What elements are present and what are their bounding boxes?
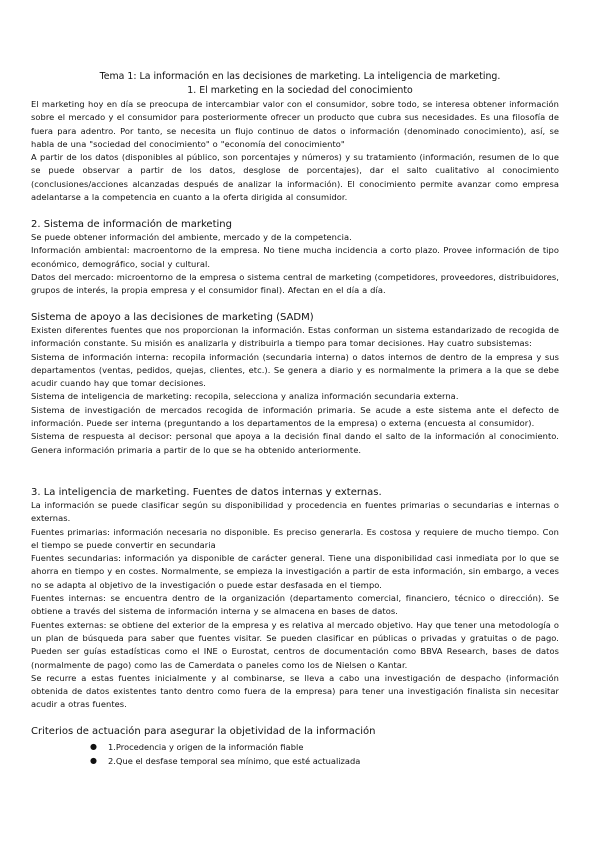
- section-1-body: [31, 98, 559, 204]
- list-item-text: 2.Que el desfase temporal sea mínimo, que esté actualizada: [108, 756, 361, 767]
- paragraph: Datos del mercado: microentorno de la empresa o sistema central de marketing (competidores, proveedores, distribuidores, grupos de interés, la propia empresa y el consumidor final). Afectan en el día a día.: [31, 271, 559, 296]
- paragraph: Fuentes primarias: información necesaria no disponible. Es preciso generarla. Es costosa y requiere de mucho tiempo. Con el tiempo se puede convertir en secundaria: [31, 526, 559, 550]
- paragraph: Sistema de información interna: recopila información (secundaria interna) o datos internos de dentro de la empresa y sus departamentos (ventas, pedidos, quejas, clientes, etc.). Se genera a diario y es normalmente la primera a la que se debe acudir cuando hay que tomar decisiones.: [31, 351, 559, 389]
- document-title: Tema 1: La información en las decisiones de marketing. La inteligencia de marketing.: [99, 71, 501, 82]
- paragraph: Sistema de investigación de mercados recogida de información primaria. Se acude a este sistema ante el defecto de información. Puede ser interna (preguntando a los departamentos de la empresa) o externa (encuesta al consumidor).: [31, 404, 559, 429]
- section-1-heading: 1. El marketing en la sociedad del conocimiento: [187, 85, 413, 96]
- paragraph: Información ambiental: macroentorno de la empresa. No tiene mucha incidencia a corto plazo. Provee información de tipo económico, demográfico, social y cultural.: [31, 245, 559, 269]
- sadm-heading: Sistema de apoyo a las decisiones de marketing (SADM): [31, 312, 314, 323]
- paragraph: El marketing hoy en día se preocupa de intercambiar valor con el consumidor, sobre todo, se interesa obtener información sobre el mercado y el consumidor para posteriormente ofrecer un producto que cubra sus necesidades. Es una filosofía de fuera para adentro. Por tanto, se necesita un flujo continuo de datos o información (denominado conocimiento), así, se habla de una "sociedad del conocimiento" o "economía del conocimiento": [31, 99, 559, 149]
- section-3-heading: 3. La inteligencia de marketing. Fuentes de datos internas y externas.: [31, 487, 382, 498]
- paragraph: La información se puede clasificar según su disponibilidad y procedencia en fuentes primarias o secundarias e internas o externas.: [31, 500, 559, 524]
- section-2-heading: 2. Sistema de información de marketing: [31, 219, 232, 230]
- paragraph: Se puede obtener información del ambiente, mercado y de la competencia.: [31, 232, 352, 242]
- paragraph: Fuentes internas: se encuentra dentro de la organización (departamento comercial, financiero, técnico o dirección). Se obtiene a través del sistema de información interna y se almacena en bases de datos.: [31, 593, 559, 617]
- criteria-section: [31, 725, 559, 738]
- list-item: [90, 754, 360, 768]
- paragraph: Fuentes externas: se obtiene del exterior de la empresa y es relativa al mercado objetivo. Hay que tener una metodología o un plan de búsqueda para saber que fuentes visitar. Se pueden clasificar en públicas o privadas y gratuitas o de pago. Pueden ser guías estadísticas como el INE o Eurostat, centros de documentación como BBVA Research, bases de datos (normalmente de pago) como las de Camerdata o paneles como los de Nielsen o Kantar.: [31, 619, 559, 670]
- list-item: [90, 740, 360, 754]
- paragraph: A partir de los datos (disponibles al público, son porcentajes y números) y su tratamiento (información, resumen de lo que se puede observar a partir de los datos, desglose de porcentajes), dar el salto cualitativo al conocimiento (conclusiones/acciones alcanzadas después de analizar la información). El conocimiento permite avanzar como empresa adelantarse a la competencia en cuanto a la oferta dirigida al consumidor.: [31, 152, 559, 203]
- paragraph: Existen diferentes fuentes que nos proporcionan la información. Estas conforman un sistema estandarizado de recogida de información constante. Su misión es analizarla y distribuirla a tiempo para tomar decisiones. Hay cuatro subsistemas:: [31, 325, 559, 349]
- list-item-text: 1.Procedencia y origen de la información fiable: [108, 742, 304, 752]
- paragraph: Se recurre a estas fuentes inicialmente y al combinarse, se lleva a cabo una investigación de despacho (información obtenida de datos existentes tanto dentro como fuera de la empresa) para tener una investigación finalista sin necesitar acudir a otras fuentes.: [31, 672, 559, 710]
- bullet-icon: ●: [90, 756, 97, 766]
- paragraph: Sistema de inteligencia de marketing: recopila, selecciona y analiza información secundaria externa.: [31, 391, 459, 402]
- sadm-section: [31, 311, 559, 457]
- criteria-heading: Criterios de actuación para asegurar la objetividad de la información: [31, 726, 376, 737]
- criteria-list: [90, 740, 360, 768]
- paragraph: Sistema de respuesta al decisor: personal que apoya a la decisión final dando el salto de la información al conocimiento. Genera información primaria a partir de lo que se ha obtenido anteriormente.: [31, 431, 559, 455]
- bullet-icon: ●: [90, 742, 97, 751]
- paragraph: Fuentes secundarias: información ya disponible de carácter general. Tiene una disponibilidad casi inmediata por lo que se ahorra en tiempo y en costes. Normalmente, se empieza la investigación a partir de esta información, sin embargo, a veces no se adapta al objetivo de la investigación o puede estar desfasada en el tiempo.: [31, 553, 559, 590]
- section-2: [31, 218, 559, 297]
- section-3: [31, 486, 559, 712]
